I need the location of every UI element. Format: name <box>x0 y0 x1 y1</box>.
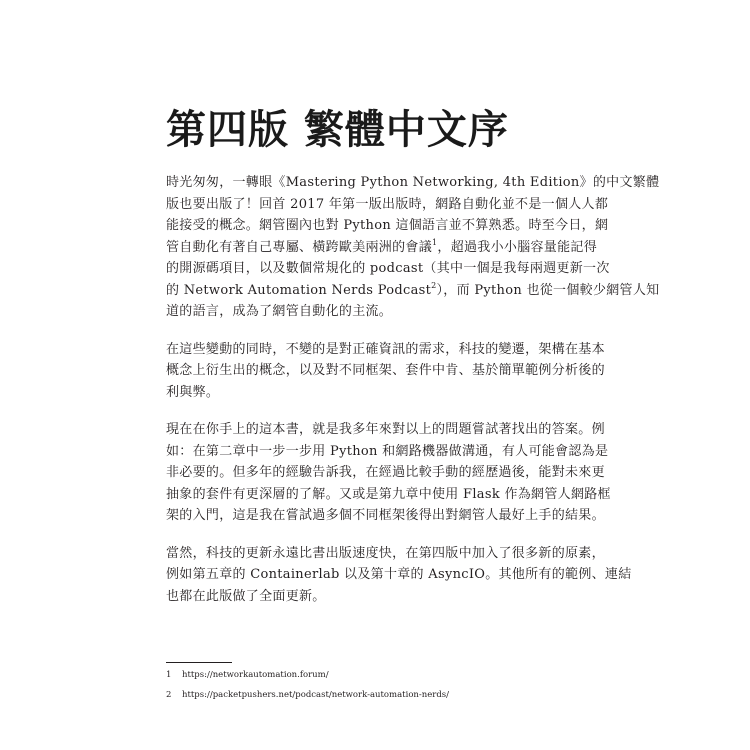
text-line: 也都在此版做了全面更新。 <box>166 588 326 604</box>
text-line: 現在在你手上的這本書，就是我多年來對以上的問題嘗試著找出的答案。例 <box>166 422 605 437</box>
text-line: 道的語言，成為了網管自動化的主流。 <box>166 304 393 319</box>
text-line: 概念上衍生出的概念，以及對不同框架、套件中肯、基於簡單範例分析後的 <box>166 363 605 378</box>
page-title: 第四版 繁體中文序 <box>166 107 509 153</box>
footnote-divider <box>166 662 232 663</box>
text-line: 的開源碼項目，以及數個常規化的 podcast（其中一個是我每兩週更新一次 <box>166 261 610 276</box>
footnote-2 <box>166 685 580 705</box>
footnote-ref-2: 2 <box>431 280 437 290</box>
footnote-link[interactable]: https://networkautomation.forum/ <box>182 670 329 680</box>
text-line: 時光匆匆，一轉眼《Mastering Python Networking, 4th Edition》的中文繁體 <box>166 175 660 190</box>
footnote-number: 2 <box>166 690 172 700</box>
text-line: 架的入門，這是我在嘗試過多個不同框架後得出對網管人最好上手的結果。 <box>166 508 605 523</box>
text-segment: 的 Network Automation Nerds Podcast <box>166 282 432 298</box>
paragraph-3 <box>166 419 611 527</box>
text-segment: ，超過我小小腦容量能記得 <box>437 239 598 255</box>
footnote-1 <box>166 665 580 685</box>
paragraph-2 <box>166 339 605 404</box>
text-line: 版也要出版了！回首 2017 年第一版出版時，網路自動化並不是一個人人都 <box>166 196 609 212</box>
text-segment: 管自動化有著自己專屬、橫跨歐美兩洲的會議 <box>166 239 433 255</box>
text-segment: ），而 Python 也從一個較少網管人知 <box>436 282 660 298</box>
text-line <box>166 280 660 302</box>
text-line: 能接受的概念。網管圈內也對 Python 這個語言並不算熟悉。時至今日，網 <box>166 218 609 233</box>
text-line: 利與弊。 <box>166 384 220 400</box>
footnote-ref-1: 1 <box>432 237 438 247</box>
text-line: 如：在第二章中一步一步用 Python 和網路機器做溝通，有人可能會認為是 <box>166 443 609 459</box>
text-line <box>166 237 598 259</box>
text-line: 抽象的套件有更深層的了解。又或是第九章中使用 Flask 作為網管人網路框 <box>166 486 611 502</box>
footnote-link[interactable]: https://packetpushers.net/podcast/network-automation-nerds/ <box>182 690 450 700</box>
text-line: 例如第五章的 Containerlab 以及第十章的 AsyncIO。其他所有的範例、連結 <box>166 567 632 582</box>
paragraph-4 <box>166 543 632 608</box>
preface-body <box>166 172 660 623</box>
footnotes <box>166 662 580 705</box>
text-line: 當然，科技的更新永遠比書出版速度快，在第四版中加入了很多新的原素， <box>166 545 605 561</box>
text-line: 非必要的。但多年的經驗告訴我，在經過比較手動的經歷過後，能對未來更 <box>166 465 605 480</box>
footnote-number: 1 <box>166 670 172 680</box>
paragraph-1 <box>166 172 660 323</box>
text-line: 在這些變動的同時，不變的是對正確資訊的需求，科技的變遷，架構在基本 <box>166 341 605 357</box>
